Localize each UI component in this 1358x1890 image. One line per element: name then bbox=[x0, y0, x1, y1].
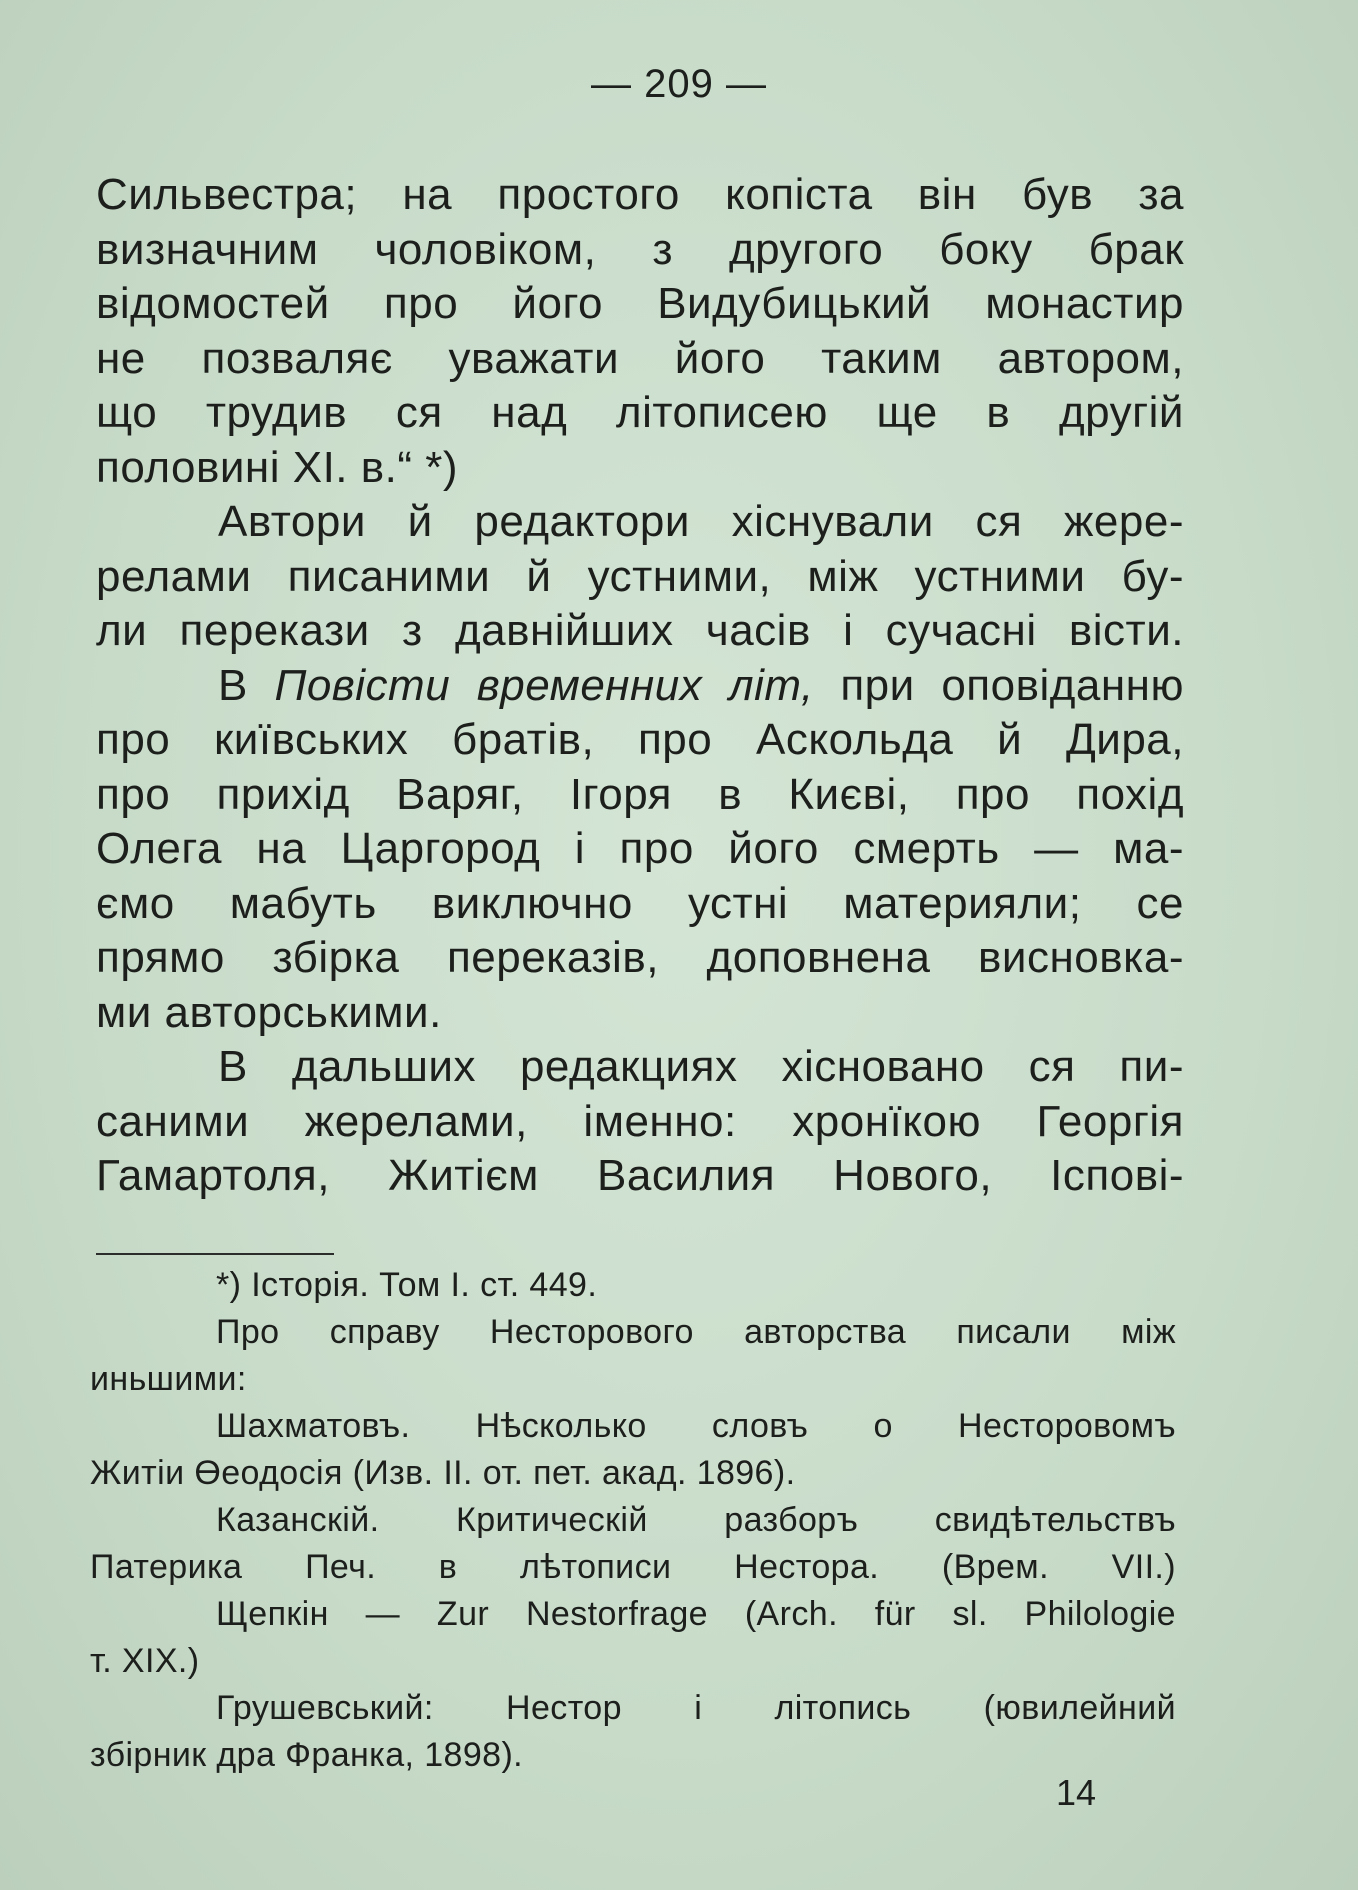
text-line: Олега на Царгород і про його смерть — ма- bbox=[96, 824, 1184, 873]
text-line: Автори й редактори хіснували ся жере- bbox=[218, 497, 1184, 546]
text-line: визначним чоловіком, з другого боку брак bbox=[96, 224, 1184, 274]
footnote-line: т. XIX.) bbox=[90, 1642, 200, 1680]
main-text bbox=[96, 168, 1184, 1204]
text-line: про київських братів, про Аскольда й Дира, bbox=[96, 715, 1184, 764]
text-line: В дальших редакциях хісновано ся пи- bbox=[218, 1042, 1184, 1091]
printer-signature-mark: 14 bbox=[1055, 1772, 1096, 1813]
text-line: Гамартоля, Житієм Василия Нового, Іспові- bbox=[96, 1151, 1184, 1200]
footnote-line: Про справу Несторового авторства писали між bbox=[216, 1313, 1176, 1351]
text-line: саними жерелами, іменно: хронїкою Георгія bbox=[96, 1096, 1184, 1146]
page-number: — 209 — bbox=[591, 62, 767, 106]
text-line: про прихід Варяг, Ігоря в Києві, про похід bbox=[96, 769, 1184, 819]
text-line: ємо мабуть виключно устні материяли; се bbox=[96, 878, 1184, 928]
text-fragment: при оповіданню bbox=[840, 660, 1184, 710]
footnote-line: збірник дра Франка, 1898). bbox=[90, 1736, 524, 1774]
footnote-line: Житіи Өеодосія (Изв. II. от. пет. акад. 1896). bbox=[90, 1454, 796, 1492]
footnote-line: Шахматовъ. Нѣсколько словъ о Несторовомъ bbox=[216, 1407, 1176, 1445]
footnote-line: Патерика Печ. в лѣтописи Нестора. (Врем. VII.) bbox=[90, 1548, 1176, 1586]
footnote-line: иньшими: bbox=[90, 1360, 247, 1398]
text-line: ми авторськими. bbox=[96, 987, 442, 1037]
footnotes bbox=[90, 1262, 1176, 1779]
text-line: половині XI. в.“ *) bbox=[96, 442, 458, 492]
footnote-line: *) Історія. Том I. ст. 449. bbox=[216, 1266, 598, 1304]
text-line: Сильвестра; на простого копіста він був за bbox=[96, 170, 1184, 219]
footnote-line: Грушевський: Нестор і літопись (ювилейний bbox=[216, 1689, 1176, 1727]
text-fragment: В bbox=[218, 660, 248, 710]
footnote-line: Щепкін — Zur Nestorfrage (Arch. für sl. Philologie bbox=[216, 1595, 1176, 1633]
footnote-separator bbox=[96, 1253, 334, 1255]
text-line bbox=[96, 659, 1184, 714]
text-line: відомостей про його Видубицький монастир bbox=[96, 279, 1184, 328]
text-line: не позваляє уважати його таким автором, bbox=[96, 333, 1184, 383]
text-line: релами писаними й устними, між устними бу- bbox=[96, 551, 1184, 601]
italic-work-title: Повісти временних літ, bbox=[274, 660, 814, 710]
footnote-line: Казанскій. Критическій разборъ свидѣтельствъ bbox=[216, 1501, 1176, 1539]
text-line: прямо збірка переказів, доповнена висновка- bbox=[96, 933, 1184, 982]
text-line: ли перекази з давнійших часів і сучасні вісти. bbox=[96, 606, 1184, 655]
text-line: що трудив ся над літописею ще в другій bbox=[96, 388, 1184, 437]
